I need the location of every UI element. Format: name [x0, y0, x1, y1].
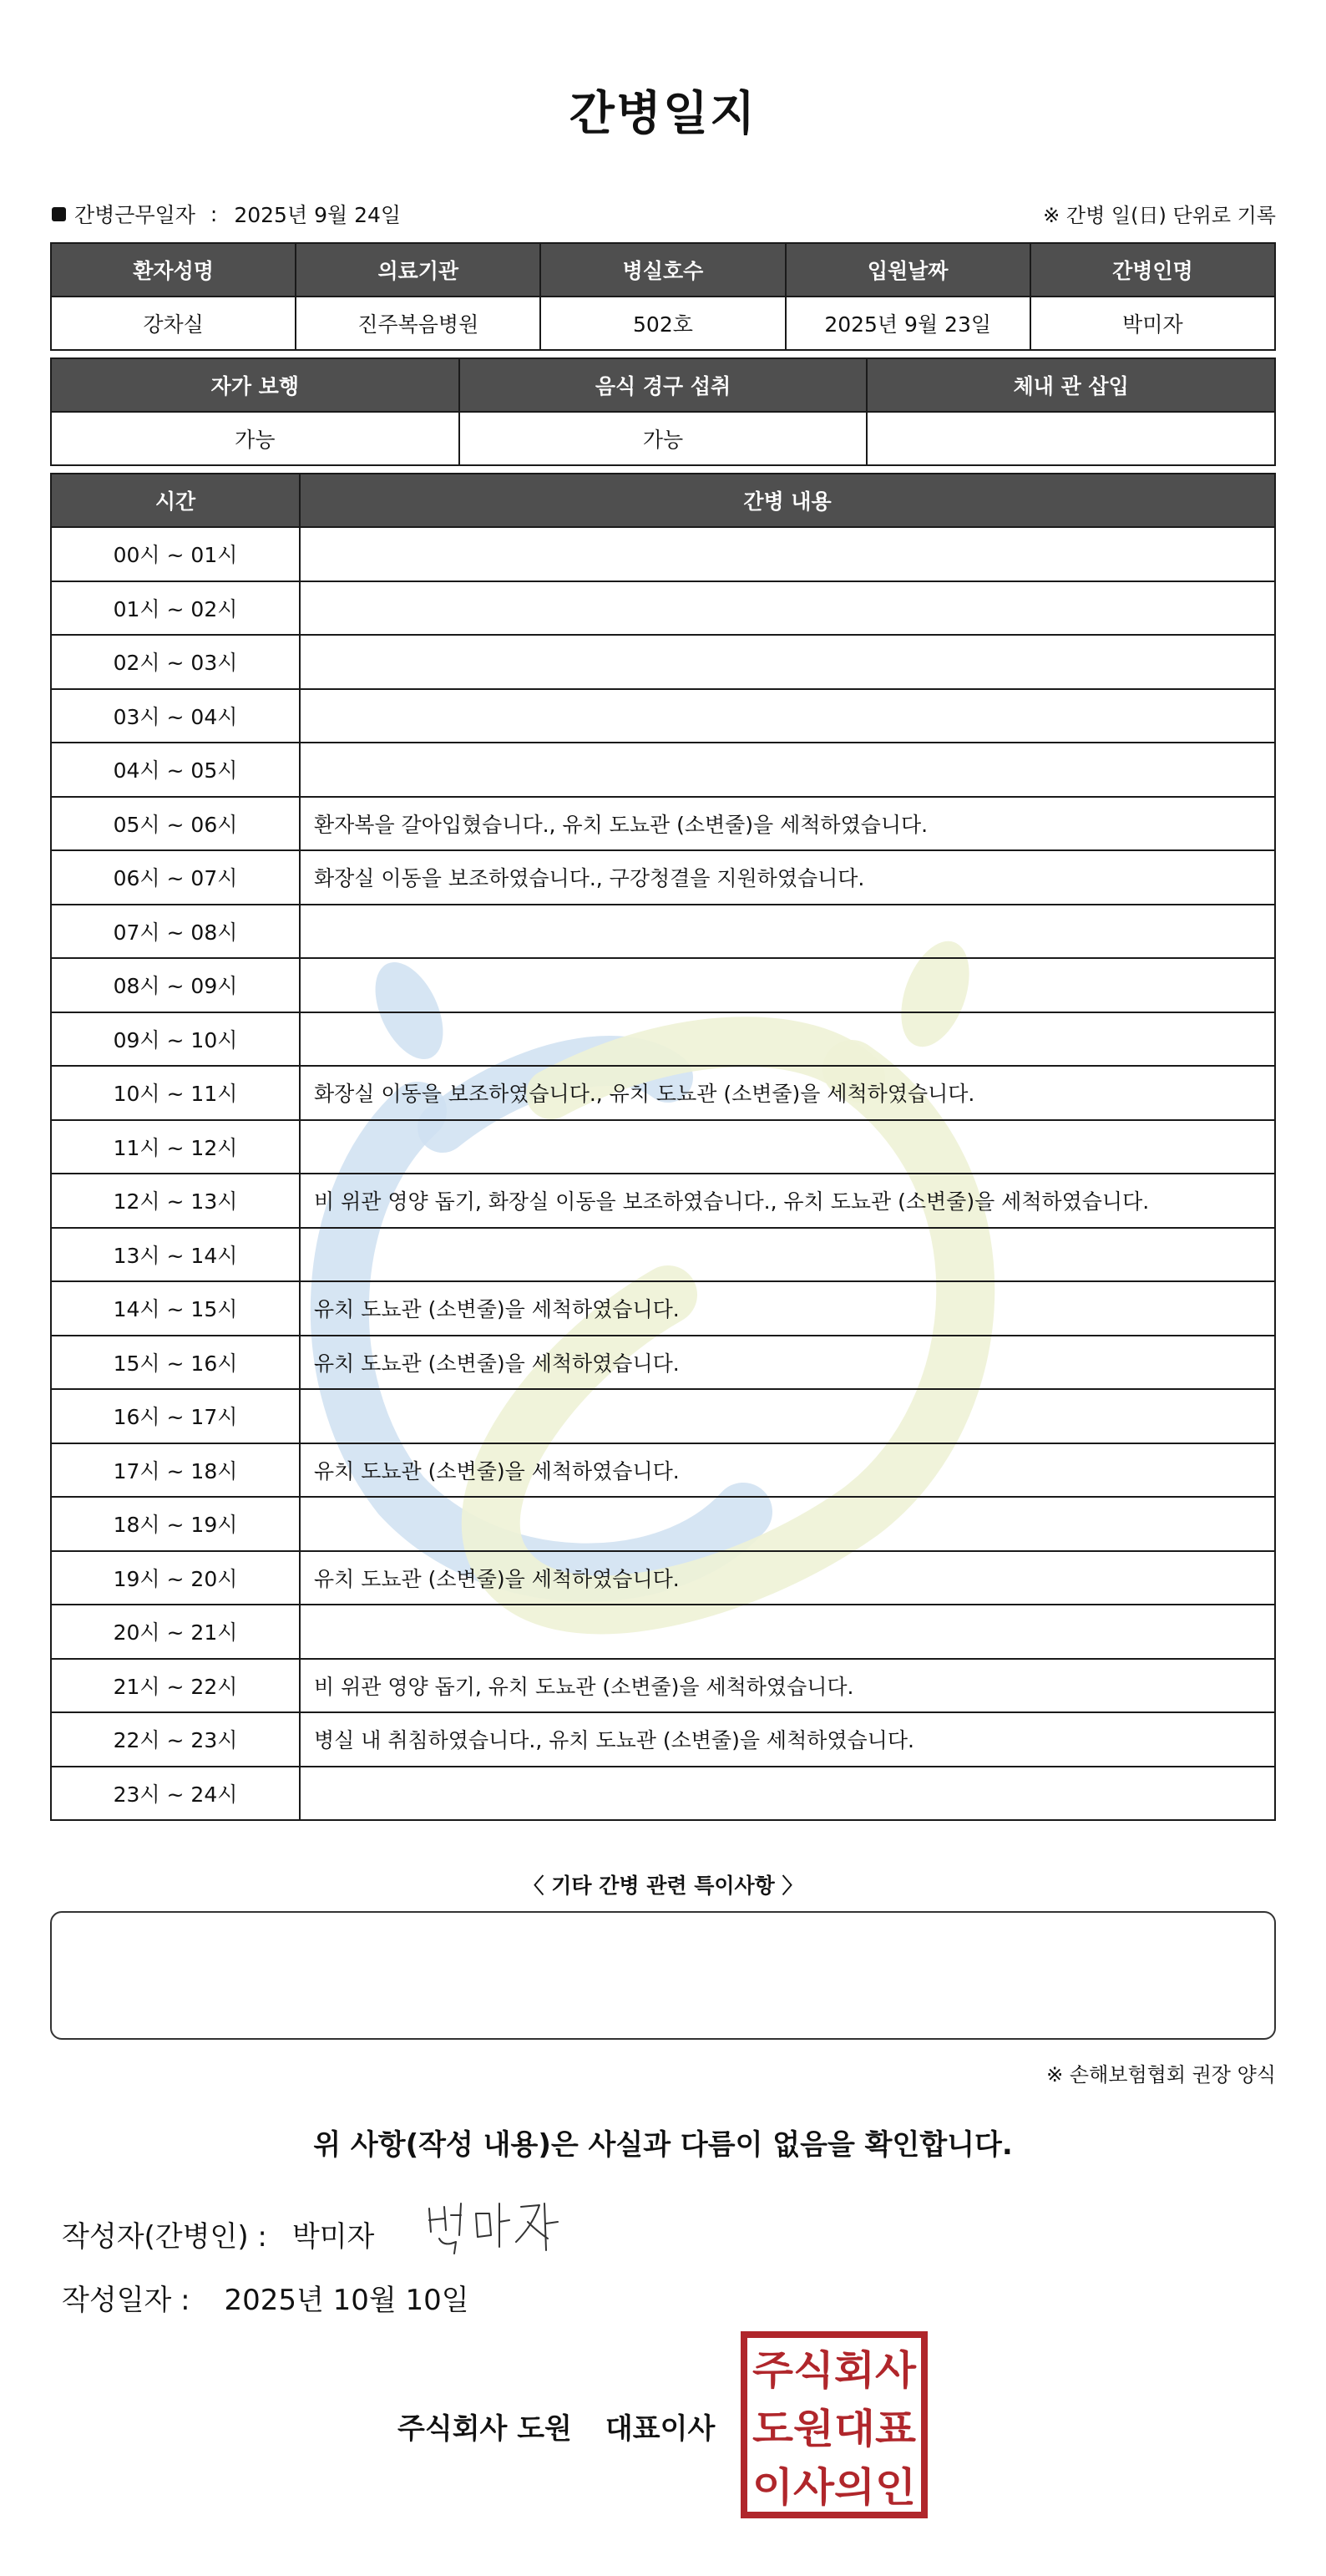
care-log-body	[51, 527, 1275, 1820]
table-row	[51, 412, 1275, 465]
header-patient-name: 환자성명	[51, 243, 296, 297]
header-care-content: 간병 내용	[300, 474, 1275, 527]
written-date-row	[62, 2277, 469, 2318]
care-content	[300, 1228, 1275, 1282]
table-row	[51, 1066, 1275, 1120]
page-title: 간병일지	[569, 87, 757, 141]
time-slot: 13시 ~ 14시	[51, 1228, 300, 1282]
written-date-label: 작성일자 :	[62, 2284, 190, 2317]
time-slot: 17시 ~ 18시	[51, 1443, 300, 1498]
table-row	[51, 1605, 1275, 1659]
care-content	[300, 905, 1275, 959]
company-seal-stamp	[740, 2330, 929, 2519]
writer-row	[62, 2213, 374, 2254]
care-content: 유치 도뇨관 (소변줄)을 세척하였습니다.	[300, 1443, 1275, 1498]
care-log-table	[50, 473, 1276, 1821]
table-row	[51, 1281, 1275, 1336]
header-tube-insertion: 체내 관 삽입	[867, 358, 1275, 412]
care-content	[300, 635, 1275, 689]
header-admission-date: 입원날짜	[786, 243, 1030, 297]
time-slot: 02시 ~ 03시	[51, 635, 300, 689]
care-content	[300, 527, 1275, 581]
writer-label: 작성자(간병인) :	[62, 2220, 267, 2254]
time-slot: 08시 ~ 09시	[51, 958, 300, 1012]
seal-line-2: 도원대표	[752, 2406, 917, 2452]
table-row	[51, 527, 1275, 581]
bullet-square-icon	[52, 207, 66, 221]
care-content	[300, 1605, 1275, 1659]
care-content: 비 위관 영양 돕기, 유치 도뇨관 (소변줄)을 세척하였습니다.	[300, 1659, 1275, 1713]
table-row	[51, 1443, 1275, 1498]
time-slot: 19시 ~ 20시	[51, 1551, 300, 1605]
care-content	[300, 1012, 1275, 1067]
table-header-row	[51, 358, 1275, 412]
written-date-value: 2025년 10월 10일	[224, 2284, 469, 2317]
handwritten-signature	[423, 2195, 564, 2262]
care-content: 유치 도뇨관 (소변줄)을 세척하였습니다.	[300, 1281, 1275, 1336]
header-oral-intake: 음식 경구 섭취	[459, 358, 868, 412]
care-content: 환자복을 갈아입혔습니다., 유치 도뇨관 (소변줄)을 세척하였습니다.	[300, 797, 1275, 851]
care-content	[300, 581, 1275, 636]
care-content: 병실 내 취침하였습니다., 유치 도뇨관 (소변줄)을 세척하였습니다.	[300, 1712, 1275, 1767]
table-row	[51, 1012, 1275, 1067]
table-row	[51, 1120, 1275, 1174]
header-caregiver-name: 간병인명	[1030, 243, 1275, 297]
table-row	[51, 689, 1275, 743]
table-row	[51, 1659, 1275, 1713]
care-content	[300, 743, 1275, 797]
table-row	[51, 743, 1275, 797]
time-slot: 16시 ~ 17시	[51, 1389, 300, 1443]
time-slot: 14시 ~ 15시	[51, 1281, 300, 1336]
oral-intake-value: 가능	[459, 412, 868, 465]
table-row	[51, 1174, 1275, 1228]
table-row	[51, 1389, 1275, 1443]
patient-info-table	[50, 242, 1276, 351]
table-row	[51, 1551, 1275, 1605]
hospital-name: 진주복음병원	[296, 297, 540, 350]
time-slot: 20시 ~ 21시	[51, 1605, 300, 1659]
care-content: 유치 도뇨관 (소변줄)을 세척하였습니다.	[300, 1551, 1275, 1605]
seal-line-3: 이사의인	[752, 2464, 916, 2511]
table-row	[51, 297, 1275, 350]
time-slot: 22시 ~ 23시	[51, 1712, 300, 1767]
time-slot: 00시 ~ 01시	[51, 527, 300, 581]
table-row	[51, 1497, 1275, 1551]
confirmation-statement: 위 사항(작성 내용)은 사실과 다름이 없음을 확인합니다.	[313, 2128, 1013, 2162]
time-slot: 10시 ~ 11시	[51, 1066, 300, 1120]
header-room-number: 병실호수	[540, 243, 785, 297]
table-row	[51, 1336, 1275, 1390]
time-slot: 04시 ~ 05시	[51, 743, 300, 797]
writer-name: 박미자	[291, 2220, 375, 2254]
time-slot: 18시 ~ 19시	[51, 1497, 300, 1551]
table-row	[51, 797, 1275, 851]
care-content	[300, 1120, 1275, 1174]
header-time: 시간	[51, 474, 300, 527]
table-row	[51, 581, 1275, 636]
time-slot: 07시 ~ 08시	[51, 905, 300, 959]
time-slot: 01시 ~ 02시	[51, 581, 300, 636]
patient-name: 강차실	[51, 297, 296, 350]
table-header-row	[51, 243, 1275, 297]
self-walking-value: 가능	[51, 412, 459, 465]
source-note: ※ 손해보험협회 권장 양식	[1046, 2063, 1276, 2087]
care-content	[300, 1389, 1275, 1443]
admission-date: 2025년 9월 23일	[786, 297, 1030, 350]
table-row	[51, 1228, 1275, 1282]
work-date-colon: :	[210, 201, 218, 226]
care-content: 유치 도뇨관 (소변줄)을 세척하였습니다.	[300, 1336, 1275, 1390]
care-content	[300, 1767, 1275, 1821]
table-header-row	[51, 474, 1275, 527]
caregiver-name: 박미자	[1030, 297, 1275, 350]
work-date-value: 2025년 9월 24일	[234, 203, 402, 227]
table-row	[51, 958, 1275, 1012]
time-slot: 11시 ~ 12시	[51, 1120, 300, 1174]
care-content: 화장실 이동을 보조하였습니다., 유치 도뇨관 (소변줄)을 세척하였습니다.	[300, 1066, 1275, 1120]
time-slot: 09시 ~ 10시	[51, 1012, 300, 1067]
time-slot: 05시 ~ 06시	[51, 797, 300, 851]
patient-ability-table	[50, 357, 1276, 466]
time-slot: 23시 ~ 24시	[51, 1767, 300, 1821]
header-self-walking: 자가 보행	[51, 358, 459, 412]
unit-note: ※ 간병 일(日) 단위로 기록	[1043, 204, 1276, 227]
care-content	[300, 1497, 1275, 1551]
time-slot: 15시 ~ 16시	[51, 1336, 300, 1390]
table-row	[51, 850, 1275, 905]
header-hospital: 의료기관	[296, 243, 540, 297]
time-slot: 12시 ~ 13시	[51, 1174, 300, 1228]
table-row	[51, 1712, 1275, 1767]
care-content	[300, 958, 1275, 1012]
room-number: 502호	[540, 297, 785, 350]
notes-title: 〈 기타 간병 관련 특이사항 〉	[523, 1874, 803, 1898]
care-content	[300, 689, 1275, 743]
representative-title: 대표이사	[605, 2412, 716, 2446]
seal-line-1: 주식회사	[752, 2347, 917, 2394]
work-date-row	[50, 199, 1276, 227]
company-name: 주식회사 도원	[397, 2412, 572, 2446]
table-row	[51, 905, 1275, 959]
time-slot: 03시 ~ 04시	[51, 689, 300, 743]
care-content: 비 위관 영양 돕기, 화장실 이동을 보조하였습니다., 유치 도뇨관 (소변줄)을 세척하였습니다.	[300, 1174, 1275, 1228]
time-slot: 21시 ~ 22시	[51, 1659, 300, 1713]
table-row	[51, 1767, 1275, 1821]
company-signoff	[397, 2406, 715, 2447]
care-content: 화장실 이동을 보조하였습니다., 구강청결을 지원하였습니다.	[300, 850, 1275, 905]
time-slot: 06시 ~ 07시	[51, 850, 300, 905]
notes-box	[50, 1911, 1276, 2040]
work-date-label: 간병근무일자	[74, 203, 195, 227]
table-row	[51, 635, 1275, 689]
tube-insertion-value	[867, 412, 1275, 465]
